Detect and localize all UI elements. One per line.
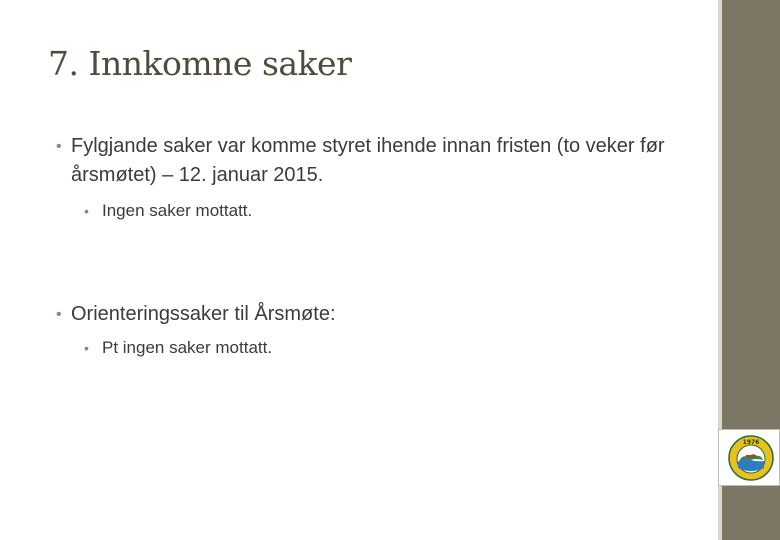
bullet-incoming-cases xyxy=(56,132,711,190)
logo-frame xyxy=(718,429,780,486)
club-logo-icon xyxy=(727,434,775,482)
sub-bullet-text: Ingen saker mottatt. xyxy=(102,201,253,220)
bullet-text: Orienteringssaker til Årsmøte: xyxy=(71,303,336,325)
sub-bullet-no-cases-yet xyxy=(84,335,702,361)
logo-year: 1976 xyxy=(742,439,760,446)
slide-title: 7. Innkomne saker xyxy=(48,44,352,83)
sub-bullet-text: Pt ingen saker mottatt. xyxy=(102,338,273,357)
bullet-text: Fylgjande saker var komme styret ihende innan fristen (to veker før årsmøtet) – 12. januar 2015. xyxy=(71,135,665,186)
sub-bullet-no-cases xyxy=(84,198,702,224)
bullet-information-cases xyxy=(56,300,711,329)
